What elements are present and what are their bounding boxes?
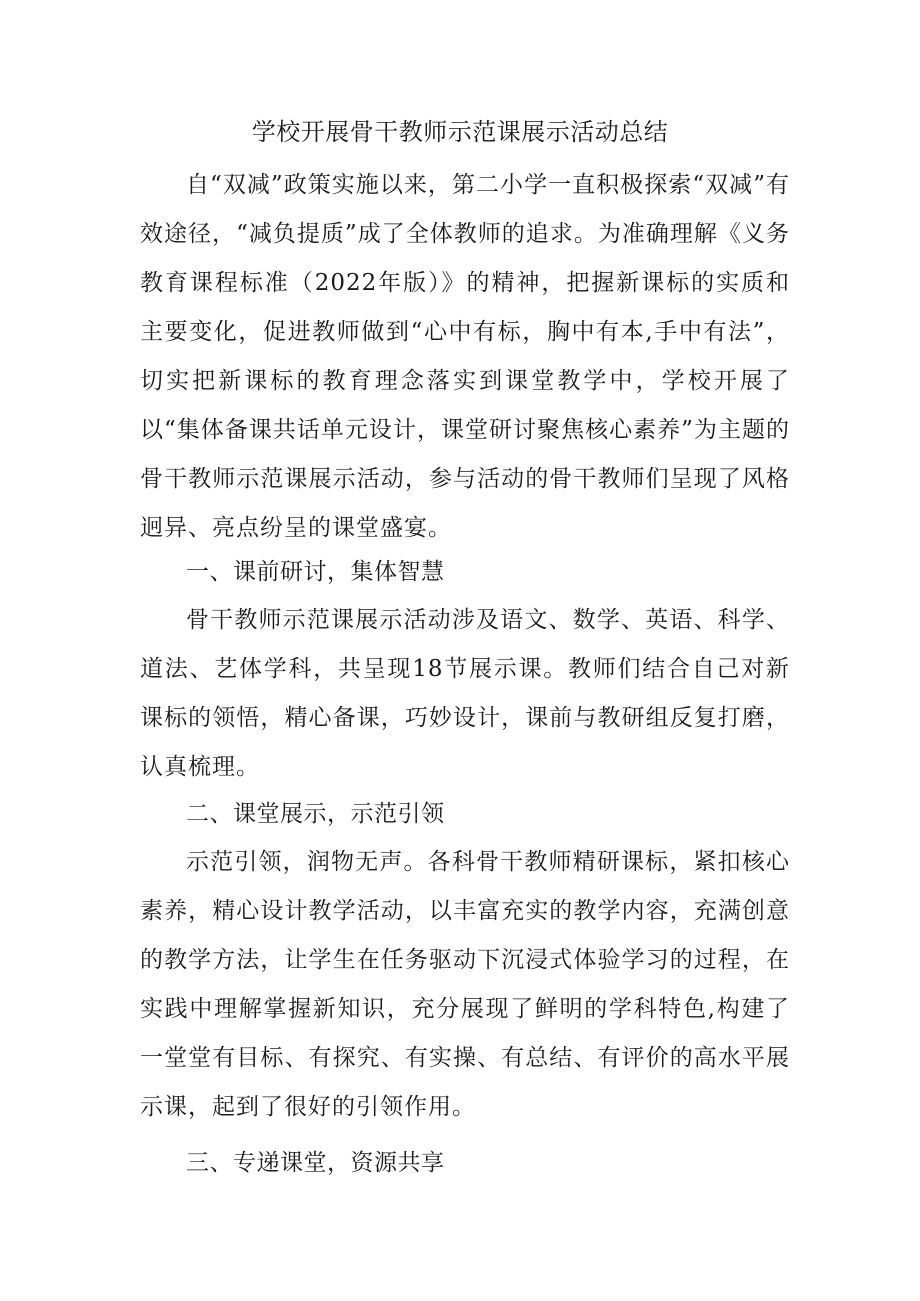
document-title: 学校开展骨干教师示范课展示活动总结 (251, 118, 669, 146)
paragraph-section-1: 骨干教师示范课展示活动涉及语文、数学、英语、科学、道法、艺体学科，共呈现18节展示课。教师们结合自己对新课标的领悟，精心备课，巧妙设计，课前与教研组反复打磨，认真梳理。 (140, 607, 790, 780)
section-heading-1: 一、课前研讨，集体智慧 (186, 559, 445, 585)
paragraph-section-2: 示范引领，润物无声。各科骨干教师精研课标，紧扣核心素养，精心设计教学活动，以丰富充实的教学内容，充满创意的教学方法，让学生在任务驱动下沉浸式体验学习的过程，在实践中理解掌握新知识，充分展现了鲜明的学科特色,构建了一堂堂有目标、有探究、有实操、有总结、有评价的高水平展示课，起到了很好的引领作用。 (140, 849, 790, 1120)
section-heading-3: 三、专递课堂，资源共享 (186, 1150, 445, 1176)
section-heading-2: 二、课堂展示，示范引领 (186, 801, 445, 827)
paragraph-intro: 自“双减”政策实施以来，第二小学一直积极探索“双减”有效途径，“减负提质”成了全体教师的追求。为准确理解《义务教育课程标准（2022年版）》的精神，把握新课标的实质和主要变化，促进教师做到“心中有标，胸中有本,手中有法”，切实把新课标的教育理念落实到课堂教学中，学校开展了以“集体备课共话单元设计，课堂研讨聚焦核心素养”为主题的骨干教师示范课展示活动，参与活动的骨干教师们呈现了风格迥异、亮点纷呈的课堂盛宴。 (140, 172, 790, 541)
